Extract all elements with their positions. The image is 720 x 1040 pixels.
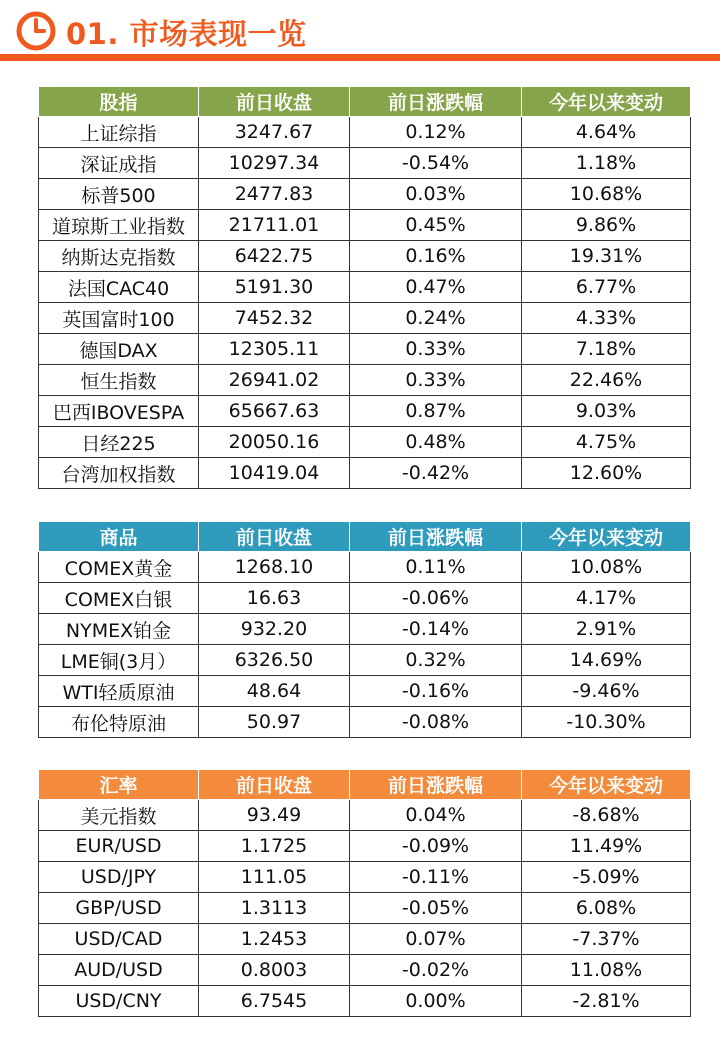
table-row [39,645,691,676]
table-header-row [39,522,691,552]
cell-ytd: 19.31% [522,241,691,272]
cell-close: 65667.63 [199,396,350,427]
cell-ytd: 4.75% [522,427,691,458]
cell-name: COMEX黄金 [39,552,199,583]
cell-ytd: 9.86% [522,210,691,241]
cell-close: 3247.67 [199,117,350,148]
cell-change: -0.06% [350,583,522,614]
cell-ytd: 10.68% [522,179,691,210]
table-row [39,893,691,924]
table-row [39,148,691,179]
clock-icon [14,9,58,53]
cell-close: 10297.34 [199,148,350,179]
commodities-table [38,521,691,738]
cell-name: 纳斯达克指数 [39,241,199,272]
table-row [39,272,691,303]
cell-change: 0.12% [350,117,522,148]
table-row [39,117,691,148]
cell-name: 上证综指 [39,117,199,148]
cell-change: 0.87% [350,396,522,427]
cell-name: 恒生指数 [39,365,199,396]
column-header-category: 商品 [39,522,199,552]
page-title: 01. 市场表现一览 [66,17,307,51]
table-row [39,552,691,583]
cell-change: -0.09% [350,831,522,862]
cell-close: 6326.50 [199,645,350,676]
cell-close: 932.20 [199,614,350,645]
table-row [39,427,691,458]
cell-change: 0.00% [350,986,522,1017]
cell-change: -0.02% [350,955,522,986]
cell-close: 6422.75 [199,241,350,272]
cell-ytd: -9.46% [522,676,691,707]
cell-ytd: 7.18% [522,334,691,365]
cell-close: 0.8003 [199,955,350,986]
cell-name: 法国CAC40 [39,272,199,303]
cell-ytd: 2.91% [522,614,691,645]
cell-name: NYMEX铂金 [39,614,199,645]
cell-change: -0.08% [350,707,522,738]
column-header-ytd: 今年以来变动 [522,522,691,552]
cell-ytd: 4.17% [522,583,691,614]
table-row [39,210,691,241]
header-divider [0,54,720,61]
cell-close: 12305.11 [199,334,350,365]
cell-name: AUD/USD [39,955,199,986]
cell-ytd: 11.08% [522,955,691,986]
column-header-category: 汇率 [39,770,199,800]
cell-name: 台湾加权指数 [39,458,199,489]
cell-change: 0.11% [350,552,522,583]
table-row [39,241,691,272]
column-header-change: 前日涨跌幅 [350,87,522,117]
table-row [39,179,691,210]
table-row [39,303,691,334]
cell-name: GBP/USD [39,893,199,924]
table-row [39,334,691,365]
cell-name: 标普500 [39,179,199,210]
cell-ytd: 12.60% [522,458,691,489]
column-header-category: 股指 [39,87,199,117]
cell-ytd: -10.30% [522,707,691,738]
cell-name: 道琼斯工业指数 [39,210,199,241]
column-header-ytd: 今年以来变动 [522,770,691,800]
cell-ytd: 4.33% [522,303,691,334]
cell-name: USD/CNY [39,986,199,1017]
cell-ytd: 10.08% [522,552,691,583]
table-row [39,831,691,862]
cell-close: 48.64 [199,676,350,707]
table-row [39,862,691,893]
table-row [39,955,691,986]
table-row [39,396,691,427]
cell-change: -0.42% [350,458,522,489]
column-header-change: 前日涨跌幅 [350,770,522,800]
cell-change: 0.03% [350,179,522,210]
cell-ytd: 22.46% [522,365,691,396]
cell-change: 0.47% [350,272,522,303]
cell-close: 1.1725 [199,831,350,862]
cell-change: -0.05% [350,893,522,924]
cell-change: 0.32% [350,645,522,676]
fx-table [38,769,691,1017]
cell-ytd: 6.77% [522,272,691,303]
cell-change: 0.33% [350,334,522,365]
cell-name: 德国DAX [39,334,199,365]
cell-change: 0.07% [350,924,522,955]
cell-close: 93.49 [199,800,350,831]
cell-close: 20050.16 [199,427,350,458]
cell-change: 0.45% [350,210,522,241]
table-row [39,676,691,707]
column-header-close: 前日收盘 [199,522,350,552]
table-row [39,614,691,645]
table-row [39,707,691,738]
cell-close: 50.97 [199,707,350,738]
cell-ytd: -5.09% [522,862,691,893]
table-row [39,365,691,396]
cell-ytd: -2.81% [522,986,691,1017]
cell-ytd: 11.49% [522,831,691,862]
cell-change: 0.48% [350,427,522,458]
cell-name: EUR/USD [39,831,199,862]
cell-close: 16.63 [199,583,350,614]
cell-name: USD/CAD [39,924,199,955]
page-header [0,0,720,70]
cell-change: 0.24% [350,303,522,334]
cell-name: 深证成指 [39,148,199,179]
cell-close: 7452.32 [199,303,350,334]
cell-close: 1.3113 [199,893,350,924]
cell-change: -0.54% [350,148,522,179]
cell-name: 美元指数 [39,800,199,831]
cell-name: 日经225 [39,427,199,458]
table-header-row [39,87,691,117]
table-header-row [39,770,691,800]
table-row [39,583,691,614]
cell-ytd: 4.64% [522,117,691,148]
cell-name: USD/JPY [39,862,199,893]
cell-change: 0.33% [350,365,522,396]
cell-close: 5191.30 [199,272,350,303]
cell-name: 巴西IBOVESPA [39,396,199,427]
cell-close: 26941.02 [199,365,350,396]
cell-ytd: 14.69% [522,645,691,676]
column-header-close: 前日收盘 [199,87,350,117]
cell-change: 0.04% [350,800,522,831]
table-row [39,458,691,489]
column-header-change: 前日涨跌幅 [350,522,522,552]
cell-close: 1.2453 [199,924,350,955]
cell-change: -0.16% [350,676,522,707]
cell-name: 英国富时100 [39,303,199,334]
column-header-close: 前日收盘 [199,770,350,800]
cell-ytd: 1.18% [522,148,691,179]
cell-change: -0.11% [350,862,522,893]
cell-close: 111.05 [199,862,350,893]
table-row [39,924,691,955]
cell-change: 0.16% [350,241,522,272]
cell-name: COMEX白银 [39,583,199,614]
cell-ytd: 9.03% [522,396,691,427]
column-header-ytd: 今年以来变动 [522,87,691,117]
cell-name: 布伦特原油 [39,707,199,738]
table-row [39,800,691,831]
cell-ytd: 6.08% [522,893,691,924]
cell-close: 6.7545 [199,986,350,1017]
cell-close: 10419.04 [199,458,350,489]
cell-close: 1268.10 [199,552,350,583]
table-row [39,986,691,1017]
cell-close: 2477.83 [199,179,350,210]
cell-name: WTI轻质原油 [39,676,199,707]
indices-table [38,86,691,489]
cell-close: 21711.01 [199,210,350,241]
cell-change: -0.14% [350,614,522,645]
cell-ytd: -8.68% [522,800,691,831]
cell-name: LME铜(3月） [39,645,199,676]
cell-ytd: -7.37% [522,924,691,955]
